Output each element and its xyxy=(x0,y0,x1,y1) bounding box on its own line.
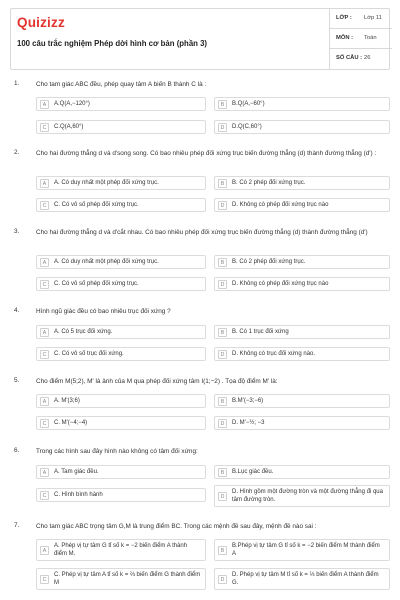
option-b[interactable] xyxy=(214,465,390,479)
option-d[interactable] xyxy=(214,198,390,212)
option-text: A.Q(A,−120°) xyxy=(54,101,90,107)
meta-row-subject xyxy=(330,29,392,49)
option-letter: D xyxy=(218,419,227,428)
option-text: C. Có vô số phép đối xứng trục. xyxy=(54,202,139,208)
option-text: D. Không có phép đối xứng trục nào xyxy=(232,281,329,287)
option-letter: C xyxy=(40,350,49,359)
option-text: A. Phép vị tự tâm G tỉ số k = −2 biến điểm A thành điểm M. xyxy=(54,543,188,557)
option-text: A. M'(3;6) xyxy=(54,398,80,404)
meta-value: Toán xyxy=(364,35,377,41)
option-b[interactable] xyxy=(214,325,390,339)
option-letter: C xyxy=(40,123,49,132)
option-text: C. Hình bình hành xyxy=(54,492,103,498)
meta-row-count xyxy=(330,49,392,69)
option-a[interactable] xyxy=(36,176,206,190)
option-letter: D xyxy=(218,280,227,289)
option-text: D. Hình gồm một đường tròn và một đường thẳng đi qua tâm đường tròn. xyxy=(232,489,383,503)
option-text: B.Q(A,−60°) xyxy=(232,101,265,107)
question-number: 1. xyxy=(14,80,20,87)
option-c[interactable] xyxy=(36,488,206,502)
option-letter: A xyxy=(40,468,49,477)
option-letter: B xyxy=(218,546,227,555)
meta-value: Lớp 11 xyxy=(364,15,382,21)
option-letter: B xyxy=(218,328,227,337)
option-letter: D xyxy=(218,575,227,584)
option-letter: A xyxy=(40,328,49,337)
worksheet-header xyxy=(10,8,390,70)
option-text: B. Có 2 phép đối xứng trục. xyxy=(232,259,306,265)
meta-key: MÔN : xyxy=(336,35,354,41)
option-d[interactable] xyxy=(214,568,390,590)
option-letter: A xyxy=(40,179,49,188)
option-letter: B xyxy=(218,258,227,267)
option-letter: C xyxy=(40,419,49,428)
worksheet-title: 100 câu trắc nghiệm Phép dời hình cơ bản (phần 3) xyxy=(17,39,208,48)
option-letter: D xyxy=(218,123,227,132)
option-a[interactable] xyxy=(36,394,206,408)
option-a[interactable] xyxy=(36,97,206,111)
option-text: D. M'−½; −3 xyxy=(232,420,265,426)
option-text: D. Phép vị tự tâm M tỉ số k = ⅓ biến điểm A thành điểm G. xyxy=(232,572,379,586)
option-a[interactable] xyxy=(36,255,206,269)
option-letter: D xyxy=(218,350,227,359)
option-a[interactable] xyxy=(36,465,206,479)
option-letter: A xyxy=(40,100,49,109)
option-b[interactable] xyxy=(214,394,390,408)
option-letter: C xyxy=(40,201,49,210)
option-text: D. Không có phép đối xứng trục nào xyxy=(232,202,329,208)
option-b[interactable] xyxy=(214,539,390,561)
option-letter: B xyxy=(218,100,227,109)
option-d[interactable] xyxy=(214,485,390,507)
option-text: D. Không có trục đối xứng nào. xyxy=(232,351,316,357)
option-letter: D xyxy=(218,492,227,501)
option-letter: B xyxy=(218,179,227,188)
option-c[interactable] xyxy=(36,198,206,212)
option-letter: D xyxy=(218,201,227,210)
meta-key: SỐ CÂU : xyxy=(336,55,363,61)
option-b[interactable] xyxy=(214,97,390,111)
meta-value: 26 xyxy=(364,55,371,61)
option-text: C.Q(A,60°) xyxy=(54,124,84,130)
question-number: 2. xyxy=(14,149,20,156)
option-d[interactable] xyxy=(214,416,390,430)
option-text: C. Có vô số phép đối xứng trục. xyxy=(54,281,139,287)
option-text: A. Có 5 trục đối xứng. xyxy=(54,329,113,335)
option-c[interactable] xyxy=(36,568,206,590)
question-number: 7. xyxy=(14,522,20,529)
option-text: C. Phép vị tự tâm A tỉ số k = ⅔ biến điểm G thành điểm M xyxy=(54,572,201,586)
option-text: B. Có 1 trục đối xứng xyxy=(232,329,289,335)
meta-row-class xyxy=(330,9,392,29)
question-number: 3. xyxy=(14,228,20,235)
option-b[interactable] xyxy=(214,255,390,269)
question-text: Hình ngũ giác đều có bao nhiêu trục đối xứng ? xyxy=(36,308,171,315)
option-d[interactable] xyxy=(214,120,390,134)
option-text: B.Lục giác đều. xyxy=(232,469,274,475)
option-letter: A xyxy=(40,546,49,555)
question-number: 5. xyxy=(14,377,20,384)
question-text: Cho điểm M(5;2), M' là ảnh của M qua phép đối xứng tâm I(1;−2) . Tọa độ điểm M' là: xyxy=(36,378,278,385)
option-c[interactable] xyxy=(36,120,206,134)
option-d[interactable] xyxy=(214,277,390,291)
option-letter: B xyxy=(218,468,227,477)
option-text: D.Q(C,60°) xyxy=(232,124,262,130)
option-letter: B xyxy=(218,397,227,406)
question-text: Cho tam giác ABC đều, phép quay tâm A biến B thành C là : xyxy=(36,81,207,88)
option-text: C. Có vô số trục đối xứng. xyxy=(54,351,124,357)
option-text: C. M'(−4;−4) xyxy=(54,420,88,426)
option-d[interactable] xyxy=(214,347,390,361)
option-c[interactable] xyxy=(36,347,206,361)
option-text: A. Có duy nhất một phép đối xứng trục. xyxy=(54,180,159,186)
question-text: Cho hai đường thẳng d và d'song song. Có bao nhiêu phép đối xứng trục biến đường thẳng (d) thành đường thẳng (d') : xyxy=(36,150,377,157)
option-text: B.M'(−3;−6) xyxy=(232,398,264,404)
option-letter: C xyxy=(40,575,49,584)
question-number: 4. xyxy=(14,307,20,314)
option-letter: A xyxy=(40,258,49,267)
quizizz-logo: Quizizz xyxy=(17,15,65,30)
option-text: A. Tam giác đều. xyxy=(54,469,99,475)
question-number: 6. xyxy=(14,447,20,454)
option-c[interactable] xyxy=(36,416,206,430)
option-b[interactable] xyxy=(214,176,390,190)
option-letter: C xyxy=(40,491,49,500)
option-text: A. Có duy nhất một phép đối xứng trục. xyxy=(54,259,159,265)
option-a[interactable] xyxy=(36,539,206,561)
option-text: B. Có 2 phép đối xứng trục. xyxy=(232,180,306,186)
question-text: Cho tam giác ABC trọng tâm G,M là trung điểm BC. Trong các mệnh đề sau đây, mệnh đề nào sai : xyxy=(36,523,317,530)
option-c[interactable] xyxy=(36,277,206,291)
meta-key: LỚP : xyxy=(336,15,352,21)
option-letter: A xyxy=(40,397,49,406)
option-a[interactable] xyxy=(36,325,206,339)
option-text: B.Phép vị tự tâm G tỉ số k = −2 biến điểm M thành điểm A xyxy=(232,543,380,557)
question-text: Cho hai đường thẳng d và d'cắt nhau. Có bao nhiêu phép đối xứng trục biến đường thẳng (d) thành đường thẳng (d') xyxy=(36,229,368,236)
meta-box xyxy=(329,9,391,69)
option-letter: C xyxy=(40,280,49,289)
question-text: Trong các hình sau đây hình nào không có tâm đối xứng: xyxy=(36,448,198,455)
